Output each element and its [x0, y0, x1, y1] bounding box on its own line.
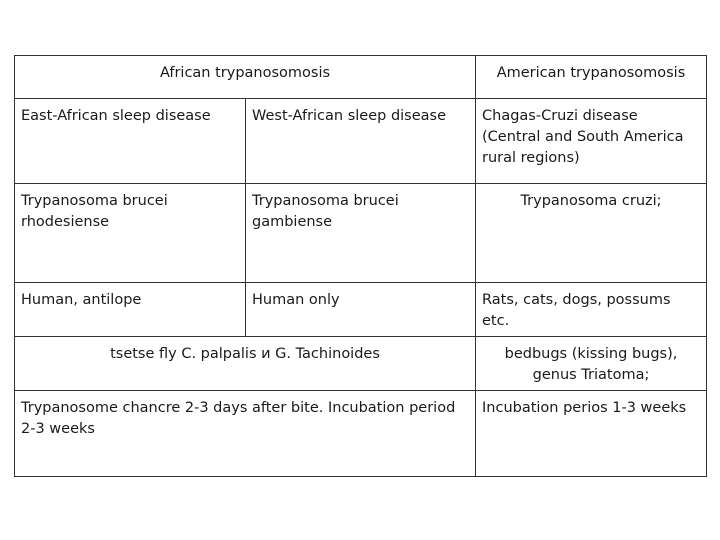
cell-african-vectors: tsetse fly C. palpalis и G. Tachinoides [15, 337, 476, 391]
table-row-pathogen [15, 184, 707, 283]
header-american: American trypanosomosis [476, 56, 707, 99]
cell-west-disease: West-African sleep disease [246, 99, 476, 184]
cell-east-disease: East-African sleep disease [15, 99, 246, 184]
table-header-row [15, 56, 707, 99]
header-african: African trypanosomosis [15, 56, 476, 99]
table-row-incubation [15, 391, 707, 477]
cell-american-incubation: Incubation perios 1-3 weeks [476, 391, 707, 477]
cell-african-incubation: Trypanosome chancre 2-3 days after bite. Incubation period 2-3 weeks [15, 391, 476, 477]
trypanosomosis-comparison-table [14, 55, 707, 477]
cell-east-hosts: Human, antilope [15, 283, 246, 337]
cell-east-pathogen: Trypanosoma brucei rhodesiense [15, 184, 246, 283]
table-row-vectors [15, 337, 707, 391]
table-row-disease [15, 99, 707, 184]
table-row-hosts [15, 283, 707, 337]
cell-american-vectors: bedbugs (kissing bugs), genus Triatoma; [476, 337, 707, 391]
cell-american-hosts: Rats, cats, dogs, possums etc. [476, 283, 707, 337]
cell-american-pathogen: Trypanosoma cruzi; [476, 184, 707, 283]
cell-west-hosts: Human only [246, 283, 476, 337]
cell-west-pathogen: Trypanosoma brucei gambiense [246, 184, 476, 283]
cell-american-disease: Chagas-Cruzi disease (Central and South America rural regions) [476, 99, 707, 184]
